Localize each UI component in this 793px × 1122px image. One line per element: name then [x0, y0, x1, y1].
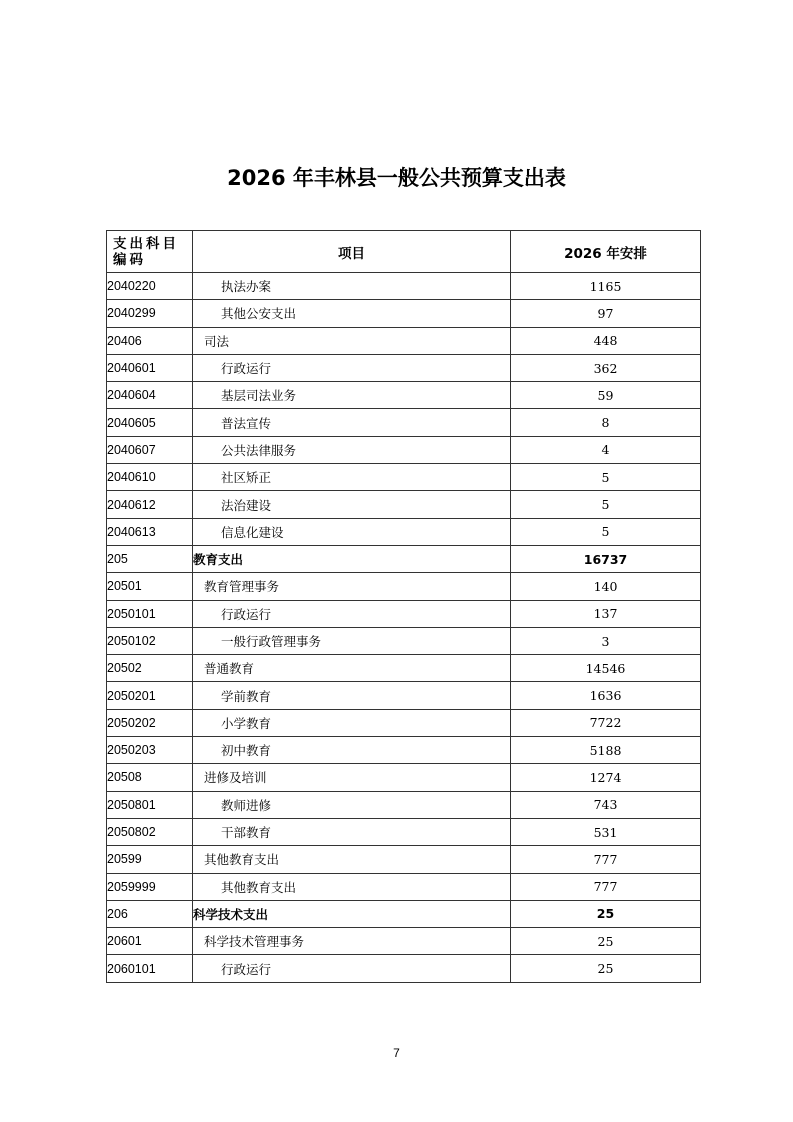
amount-cell: 14546: [511, 655, 701, 682]
table-row: [107, 545, 701, 572]
table-row: [107, 600, 701, 627]
code-cell: 2040299: [107, 300, 193, 327]
budget-table: [106, 230, 701, 983]
code-cell: 20501: [107, 573, 193, 600]
item-cell: 一般行政管理事务: [193, 627, 511, 654]
amount-cell: 25: [511, 955, 701, 982]
code-cell: 2050203: [107, 737, 193, 764]
table-row: [107, 573, 701, 600]
amount-cell: 777: [511, 873, 701, 900]
item-cell: 普法宣传: [193, 409, 511, 436]
header-item: 项目: [193, 231, 511, 273]
amount-cell: 4: [511, 436, 701, 463]
amount-cell: 777: [511, 846, 701, 873]
code-cell: 20601: [107, 928, 193, 955]
item-cell: 行政运行: [193, 354, 511, 381]
code-cell: 20508: [107, 764, 193, 791]
item-cell: 学前教育: [193, 682, 511, 709]
item-cell: 教育支出: [193, 545, 511, 572]
item-cell: 执法办案: [193, 273, 511, 300]
amount-cell: 5: [511, 518, 701, 545]
table-body: [107, 273, 701, 983]
table-row: [107, 354, 701, 381]
document-title: 2026 年丰林县一般公共预算支出表: [227, 166, 566, 190]
code-cell: 205: [107, 545, 193, 572]
code-cell: 2050202: [107, 709, 193, 736]
item-cell: 干部教育: [193, 818, 511, 845]
table-row: [107, 491, 701, 518]
header-code: 支出科目编码: [107, 231, 193, 273]
item-cell: 行政运行: [193, 955, 511, 982]
amount-cell: 1165: [511, 273, 701, 300]
page-number: 7: [393, 1046, 400, 1060]
item-cell: 其他教育支出: [193, 846, 511, 873]
item-cell: 进修及培训: [193, 764, 511, 791]
amount-cell: 140: [511, 573, 701, 600]
amount-cell: 25: [511, 900, 701, 927]
table-row: [107, 764, 701, 791]
amount-cell: 5: [511, 491, 701, 518]
table-row: [107, 873, 701, 900]
table-row: [107, 382, 701, 409]
item-cell: 其他公安支出: [193, 300, 511, 327]
code-cell: 2040610: [107, 464, 193, 491]
code-cell: 2059999: [107, 873, 193, 900]
table-row: [107, 273, 701, 300]
table-row: [107, 627, 701, 654]
item-cell: 初中教育: [193, 737, 511, 764]
table-row: [107, 464, 701, 491]
amount-cell: 1636: [511, 682, 701, 709]
code-cell: 20406: [107, 327, 193, 354]
header-amount: 2026 年安排: [511, 231, 701, 273]
item-cell: 其他教育支出: [193, 873, 511, 900]
code-cell: 2040220: [107, 273, 193, 300]
code-cell: 206: [107, 900, 193, 927]
code-cell: 2040607: [107, 436, 193, 463]
table-row: [107, 846, 701, 873]
item-cell: 基层司法业务: [193, 382, 511, 409]
code-cell: 2040604: [107, 382, 193, 409]
code-cell: 2040612: [107, 491, 193, 518]
amount-cell: 362: [511, 354, 701, 381]
code-cell: 2050801: [107, 791, 193, 818]
code-cell: 2040605: [107, 409, 193, 436]
code-cell: 2050201: [107, 682, 193, 709]
table-row: [107, 436, 701, 463]
table-row: [107, 409, 701, 436]
code-cell: 2040601: [107, 354, 193, 381]
code-cell: 2050101: [107, 600, 193, 627]
amount-cell: 5: [511, 464, 701, 491]
amount-cell: 59: [511, 382, 701, 409]
amount-cell: 1274: [511, 764, 701, 791]
table-row: [107, 655, 701, 682]
amount-cell: 25: [511, 928, 701, 955]
table-row: [107, 791, 701, 818]
table-row: [107, 300, 701, 327]
amount-cell: 16737: [511, 545, 701, 572]
table-row: [107, 737, 701, 764]
item-cell: 普通教育: [193, 655, 511, 682]
code-cell: 2050802: [107, 818, 193, 845]
table-row: [107, 900, 701, 927]
table-row: [107, 928, 701, 955]
item-cell: 小学教育: [193, 709, 511, 736]
code-cell: 2040613: [107, 518, 193, 545]
code-cell: 2060101: [107, 955, 193, 982]
table-row: [107, 955, 701, 982]
table-row: [107, 818, 701, 845]
item-cell: 社区矫正: [193, 464, 511, 491]
amount-cell: 448: [511, 327, 701, 354]
table-row: [107, 682, 701, 709]
amount-cell: 3: [511, 627, 701, 654]
item-cell: 信息化建设: [193, 518, 511, 545]
item-cell: 教师进修: [193, 791, 511, 818]
item-cell: 科学技术管理事务: [193, 928, 511, 955]
item-cell: 行政运行: [193, 600, 511, 627]
item-cell: 司法: [193, 327, 511, 354]
code-cell: 2050102: [107, 627, 193, 654]
table-header-row: [107, 231, 701, 273]
table-row: [107, 327, 701, 354]
item-cell: 公共法律服务: [193, 436, 511, 463]
table-row: [107, 518, 701, 545]
amount-cell: 97: [511, 300, 701, 327]
table-row: [107, 709, 701, 736]
code-cell: 20502: [107, 655, 193, 682]
item-cell: 教育管理事务: [193, 573, 511, 600]
amount-cell: 8: [511, 409, 701, 436]
amount-cell: 531: [511, 818, 701, 845]
item-cell: 科学技术支出: [193, 900, 511, 927]
amount-cell: 137: [511, 600, 701, 627]
item-cell: 法治建设: [193, 491, 511, 518]
amount-cell: 743: [511, 791, 701, 818]
amount-cell: 5188: [511, 737, 701, 764]
amount-cell: 7722: [511, 709, 701, 736]
code-cell: 20599: [107, 846, 193, 873]
